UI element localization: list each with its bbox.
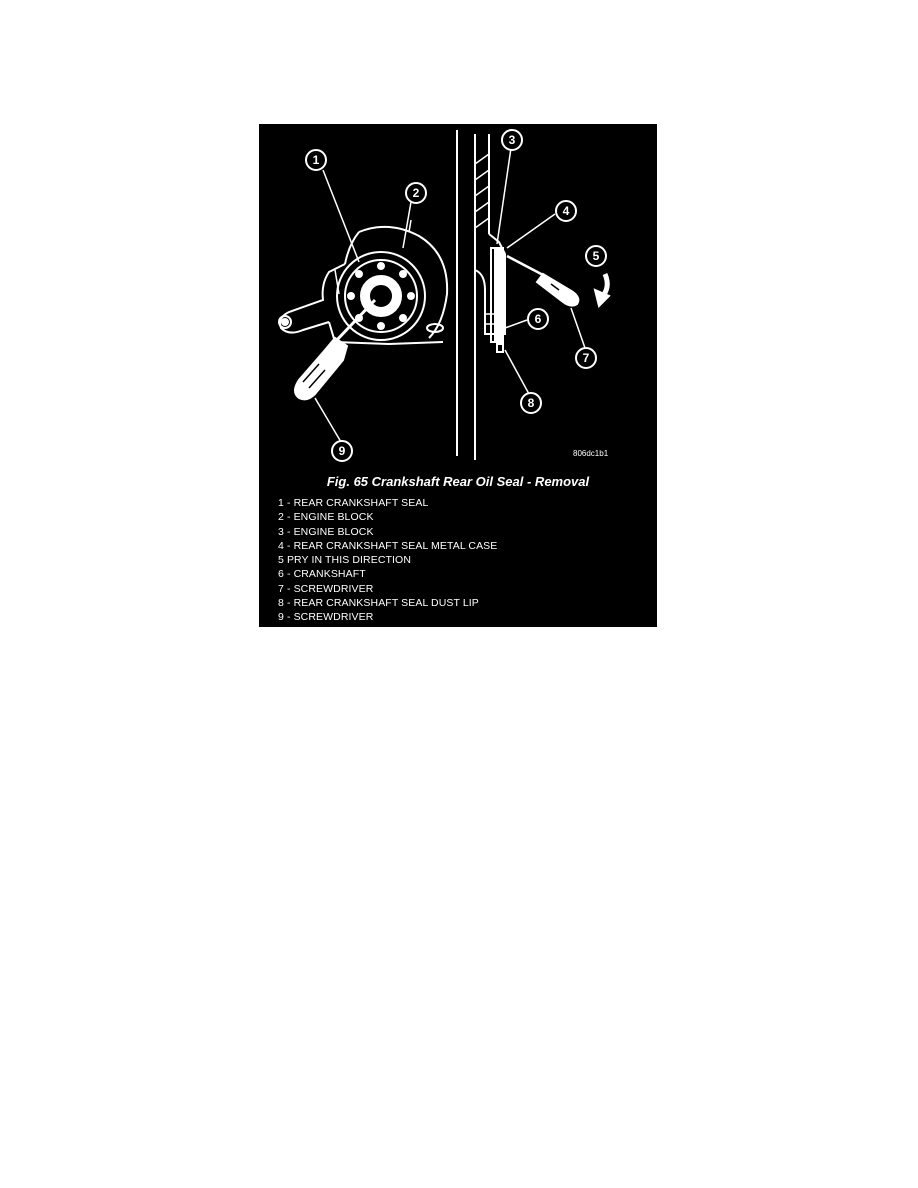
callout-7-label: 7: [582, 351, 590, 365]
seal-metal-case: [495, 250, 503, 352]
callout-9-label: 9: [338, 444, 346, 458]
callout-5: [586, 246, 606, 266]
image-code: 806dc1b1: [573, 449, 609, 458]
callout-5-label: 5: [592, 249, 600, 263]
callout-9: [332, 441, 352, 461]
callout-4-label: 4: [562, 204, 570, 218]
callout-6: [528, 309, 548, 329]
figure-panel: [259, 124, 657, 627]
legend-item: 1 - REAR CRANKSHAFT SEAL: [278, 497, 429, 509]
figure-caption: Fig. 65 Crankshaft Rear Oil Seal - Removal: [326, 474, 590, 489]
legend-item: 7 - SCREWDRIVER: [278, 582, 374, 595]
callout-8-label: 8: [527, 396, 535, 410]
callout-1-label: 1: [312, 153, 320, 167]
screwdriver-right: [507, 256, 578, 306]
callout-4: [556, 201, 576, 221]
callout-1: [306, 150, 326, 170]
callout-7: [576, 348, 596, 368]
callout-2-label: 2: [412, 186, 420, 200]
crankshaft-hub-left: [337, 252, 443, 340]
legend-item: 8 - REAR CRANKSHAFT SEAL DUST LIP: [278, 597, 479, 610]
callout-3: [502, 130, 522, 150]
callout-6-label: 6: [534, 312, 542, 326]
legend-item: 2 - ENGINE BLOCK: [278, 511, 374, 524]
screwdriver-left: [279, 300, 375, 399]
callout-8: [521, 393, 541, 413]
legend-item: 5 PRY IN THIS DIRECTION: [278, 554, 411, 567]
callout-2: [406, 183, 426, 203]
legend-item: 4 - REAR CRANKSHAFT SEAL METAL CASE: [278, 539, 498, 552]
legend-item: 9 - SCREWDRIVER: [278, 611, 374, 624]
callout-leaders: [312, 148, 585, 442]
callout-3-label: 3: [508, 133, 516, 147]
figure-legend: [278, 496, 497, 625]
legend-item: 3 - ENGINE BLOCK: [278, 525, 374, 538]
legend-item: 6 - CRANKSHAFT: [278, 568, 366, 581]
